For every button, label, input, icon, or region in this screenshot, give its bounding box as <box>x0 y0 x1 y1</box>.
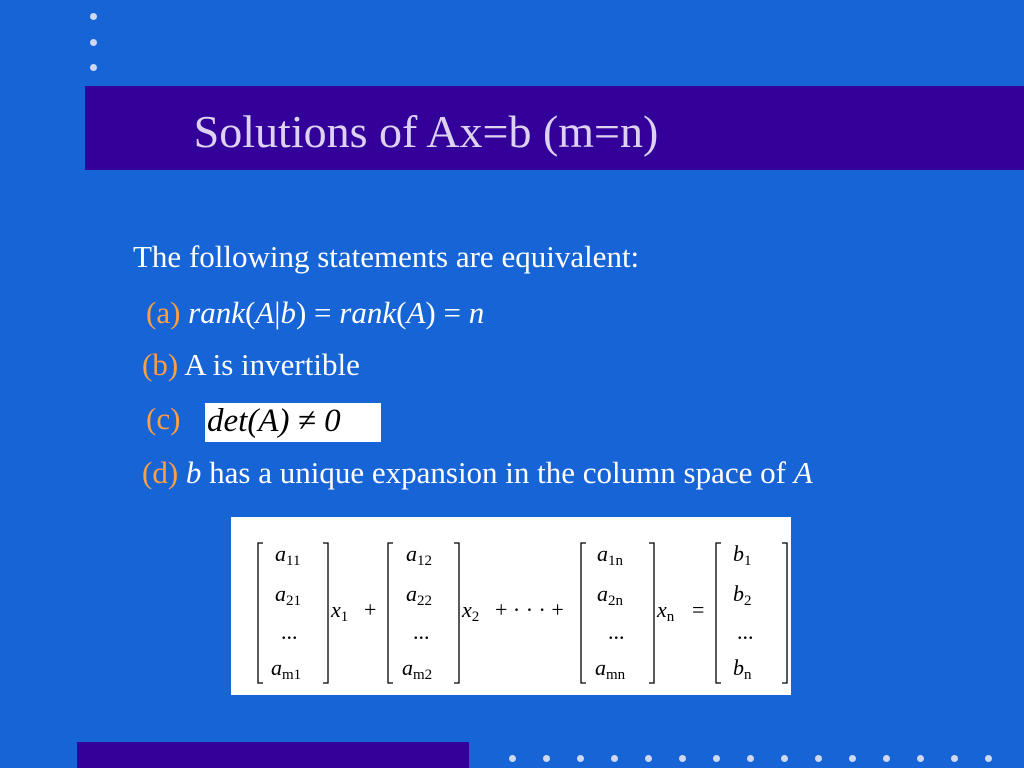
rank-2: rank <box>339 295 397 330</box>
statement-b-text: A is invertible <box>184 347 360 382</box>
bracket-left <box>716 543 721 683</box>
determinant-formula: det(A) ≠ 0 <box>207 403 341 439</box>
column-2 <box>402 541 432 683</box>
decor-dot <box>917 755 924 762</box>
statement-a <box>146 294 484 332</box>
ellipsis-plus: + · · · + <box>495 597 564 622</box>
decor-dot <box>645 755 652 762</box>
decor-dot <box>679 755 686 762</box>
entry: a2n <box>597 581 623 609</box>
column-expansion-equation <box>231 517 791 695</box>
bracket-left <box>581 543 586 683</box>
statement-b-label: (b) <box>142 347 179 382</box>
matrix-a: A <box>255 295 275 330</box>
equals: = <box>692 597 705 622</box>
entry: a22 <box>406 581 432 609</box>
vector-b: b <box>185 455 202 490</box>
matrix-a: A <box>793 455 813 490</box>
decor-dot <box>90 39 97 46</box>
bottom-bar <box>77 742 469 768</box>
entry: b1 <box>733 541 752 569</box>
entry: am1 <box>271 655 302 683</box>
decor-dot <box>543 755 550 762</box>
decor-dot <box>509 755 516 762</box>
decor-dot <box>90 13 97 20</box>
decor-dot <box>747 755 754 762</box>
variable-x1: x1 <box>331 597 349 625</box>
n: n <box>468 295 485 330</box>
rank-1: rank <box>188 295 245 330</box>
statement-b <box>142 346 360 384</box>
bracket-right <box>323 543 328 683</box>
ellipsis: ... <box>608 619 625 644</box>
intro-text: The following statements are equivalent: <box>133 239 640 274</box>
decor-dot <box>611 755 618 762</box>
statement-d <box>142 454 813 492</box>
bracket-right <box>454 543 459 683</box>
decor-dot <box>985 755 992 762</box>
paren: ( <box>244 295 256 330</box>
statement-c-label: (c) <box>146 401 181 436</box>
separator: | <box>274 295 281 330</box>
statement-a-label: (a) <box>146 295 181 330</box>
plus: + <box>364 597 377 622</box>
decor-dot <box>713 755 720 762</box>
variable-xn: xn <box>657 597 675 625</box>
column-3 <box>595 541 626 683</box>
entry: bn <box>733 655 752 683</box>
bracket-right <box>649 543 654 683</box>
statement-d-label: (d) <box>142 455 179 490</box>
paren: ) <box>425 295 436 330</box>
equals: = <box>435 295 469 330</box>
variable-x2: x2 <box>462 597 480 625</box>
determinant-formula-image <box>205 403 381 442</box>
ellipsis: ... <box>737 619 754 644</box>
paren: ) <box>295 295 307 330</box>
entry: b2 <box>733 581 752 609</box>
column-b <box>733 541 754 683</box>
entry: a1n <box>597 541 623 569</box>
decor-dot <box>815 755 822 762</box>
statement-c <box>146 400 180 438</box>
slide-title: Solutions of Ax=b (m=n) <box>193 106 659 157</box>
equals: = <box>306 295 340 330</box>
entry: a12 <box>406 541 432 569</box>
entry: amn <box>595 655 626 683</box>
paren: ( <box>396 295 407 330</box>
bracket-left <box>258 543 263 683</box>
bracket-right <box>782 543 787 683</box>
entry: am2 <box>402 655 433 683</box>
entry: a11 <box>275 541 301 569</box>
vector-b: b <box>280 295 296 330</box>
decor-dot <box>781 755 788 762</box>
decor-dot <box>849 755 856 762</box>
decor-dot <box>577 755 584 762</box>
decor-dot <box>951 755 958 762</box>
ellipsis: ... <box>281 619 298 644</box>
equation-svg <box>231 517 791 695</box>
bracket-left <box>388 543 393 683</box>
decor-dot <box>883 755 890 762</box>
matrix-a: A <box>406 295 426 330</box>
entry: a21 <box>275 581 301 609</box>
ellipsis: ... <box>413 619 430 644</box>
decor-dot <box>90 64 97 71</box>
statement-d-text: has a unique expansion in the column space of <box>201 455 794 490</box>
column-1 <box>271 541 301 683</box>
